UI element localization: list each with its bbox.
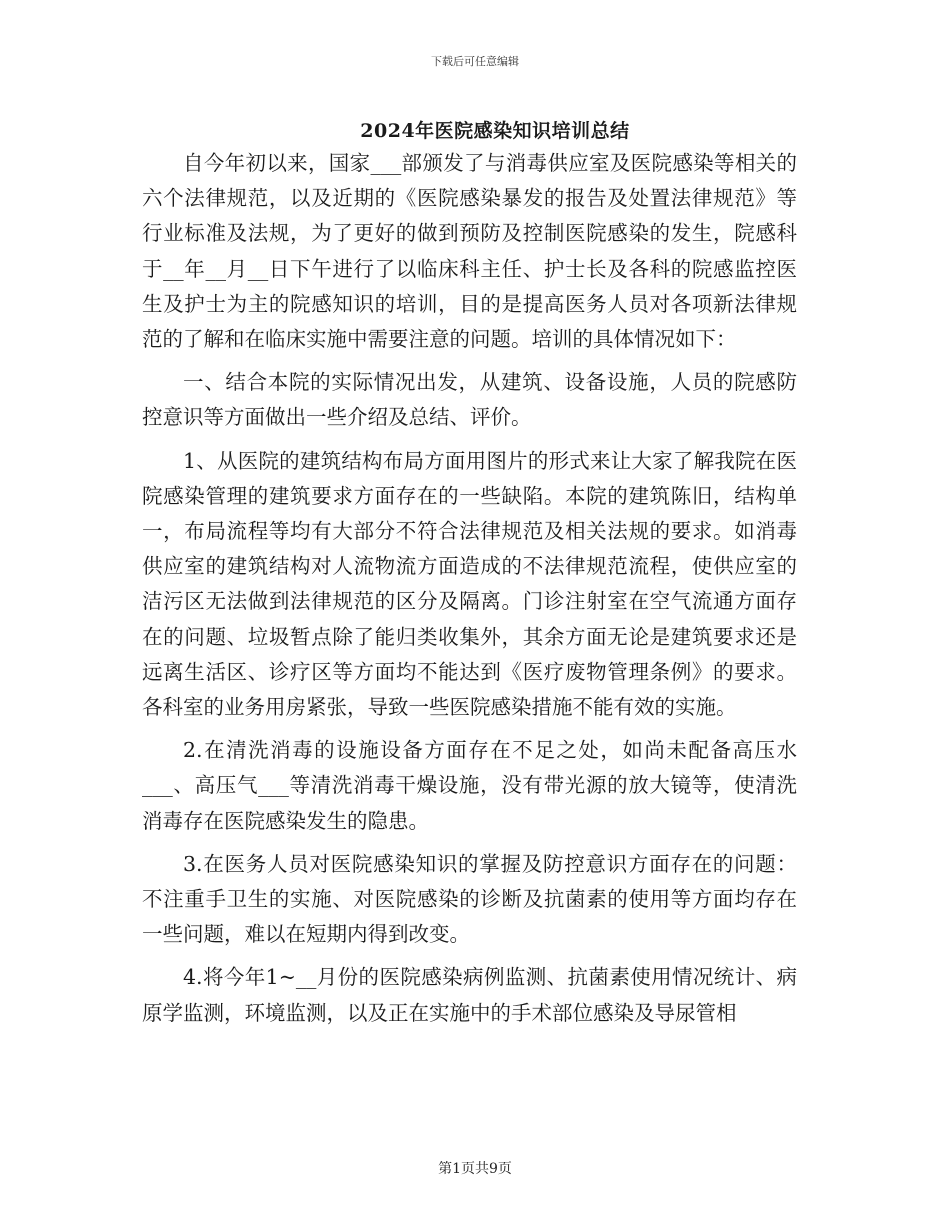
paragraph-item-4: 4.将今年1~__月份的医院感染病例监测、抗菌素使用情况统计、病原学监测，环境监测，以及正在实施中的手术部位感染及导尿管相 [142,965,797,1025]
paragraph-intro: 自今年初以来，国家___部颁发了与消毒供应室及医院感染等相关的六个法律规范，以及近期的《医院感染暴发的报告及处置法律规范》等行业标准及法规，为了更好的做到预防及控制医院感染的发生，院感科于__年__月__日下午进行了以临床科主任、护士长及各科的院感监控医生及护士为主的院感知识的培训，目的是提高医务人员对各项新法律规范的了解和在临床实施中需要注意的问题。培训的具体情况如下： [142,151,797,352]
page-number: 第1页共9页 [438,1161,512,1177]
document-title: 2024年医院感染知识培训总结 [360,120,630,142]
document-body [142,146,797,1039]
paragraph-item-3: 3.在医务人员对医院感染知识的掌握及防控意识方面存在的问题：不注重手卫生的实施、对医院感染的诊断及抗菌素的使用等方面均存在一些问题，难以在短期内得到改变。 [142,851,797,947]
paragraph-item-2: 2.在清洗消毒的设施设备方面存在不足之处，如尚未配备高压水___、高压气___等清洗消毒干燥设施，没有带光源的放大镜等，使清洗消毒存在医院感染发生的隐患。 [142,738,797,833]
paragraph-section-one: 一、结合本院的实际情况出发，从建筑、设备设施，人员的院感防控意识等方面做出一些介绍及总结、评价。 [142,370,797,430]
header-note: 下载后可任意编辑 [431,55,519,68]
paragraph-item-1: 1、从医院的建筑结构布局方面用图片的形式来让大家了解我院在医院感染管理的建筑要求方面存在的一些缺陷。本院的建筑陈旧，结构单一，布局流程等均有大部分不符合法律规范及相关法规的要求。如消毒供应室的建筑结构对人流物流方面造成的不法律规范流程，使供应室的洁污区无法做到法律规范的区分及隔离。门诊注射室在空气流通方面存在的问题、垃圾暂点除了能归类收集外，其余方面无论是建筑要求还是远离生活区、诊疗区等方面均不能达到《医疗废物管理条例》的要求。各科室的业务用房紧张，导致一些医院感染措施不能有效的实施。 [142,448,797,720]
